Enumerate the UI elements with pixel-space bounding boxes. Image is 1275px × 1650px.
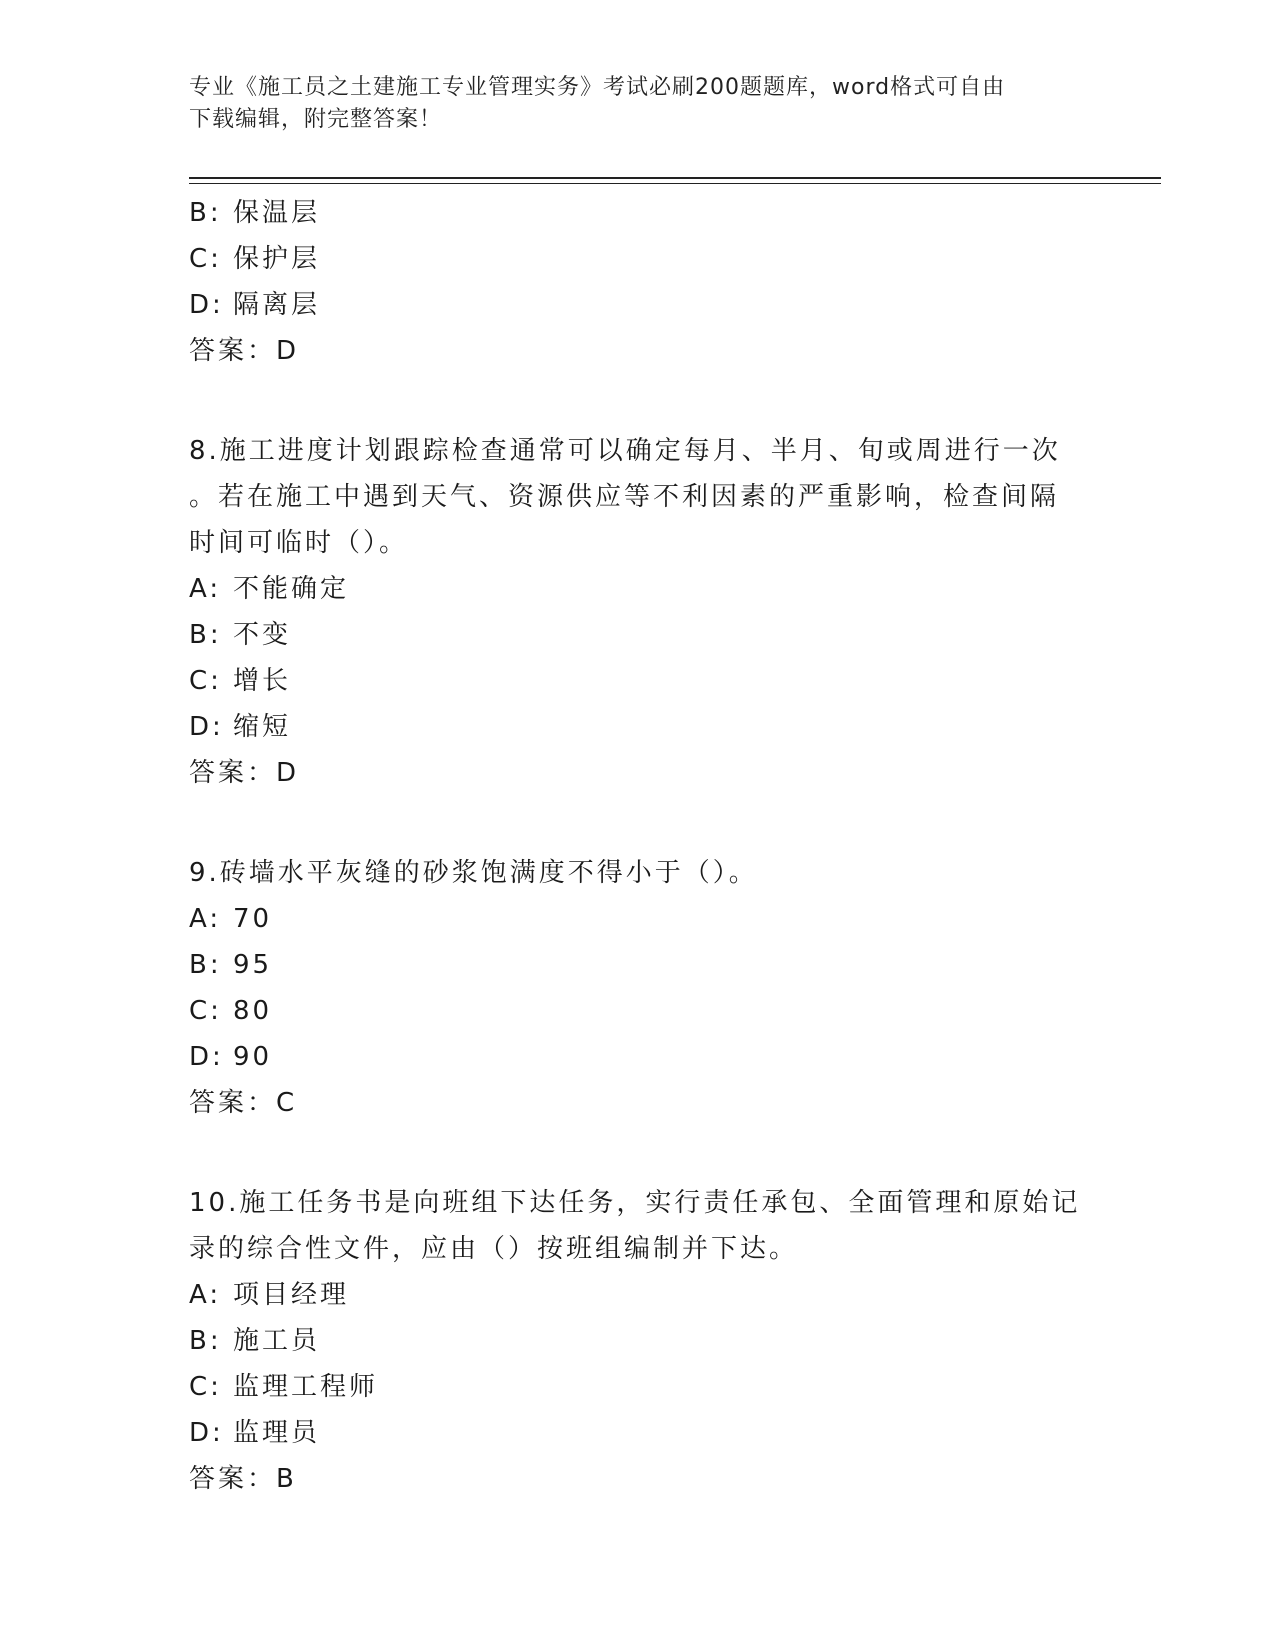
question-stem-line: 录的综合性文件，应由（）按班组编制并下达。 — [189, 1234, 799, 1264]
option-text: 90 — [233, 1042, 273, 1072]
option-text: 增长 — [233, 666, 292, 696]
option-text: 施工员 — [233, 1326, 321, 1356]
option-text: 缩短 — [233, 712, 292, 742]
option-c — [189, 658, 1089, 704]
answer-line: 答案：B — [189, 1464, 297, 1494]
option-c — [189, 236, 1089, 282]
option-key: A: — [189, 904, 222, 934]
question-10 — [189, 1180, 1089, 1502]
option-text: 保温层 — [233, 198, 321, 228]
option-c — [189, 1364, 1089, 1410]
option-key: C: — [189, 1372, 222, 1402]
option-a — [189, 566, 1089, 612]
question-stem-line: 8.施工进度计划跟踪检查通常可以确定每月、半月、旬或周进行一次 — [189, 436, 1061, 466]
answer-line: 答案：D — [189, 758, 300, 788]
option-b — [189, 190, 1089, 236]
option-text: 保护层 — [233, 244, 321, 274]
option-b — [189, 1318, 1089, 1364]
option-d — [189, 1034, 1089, 1080]
option-key: B: — [189, 1326, 222, 1356]
question-7-tail — [189, 190, 1089, 374]
document-header — [189, 72, 1089, 136]
question-stem-line: 。若在施工中遇到天气、资源供应等不利因素的严重影响，检查间隔 — [189, 482, 1060, 512]
option-text: 监理工程师 — [233, 1372, 379, 1402]
option-key: D: — [189, 290, 224, 320]
option-key: D: — [189, 1418, 224, 1448]
option-key: C: — [189, 666, 222, 696]
option-key: C: — [189, 244, 222, 274]
option-text: 70 — [233, 904, 273, 934]
option-text: 项目经理 — [233, 1280, 350, 1310]
option-key: C: — [189, 996, 222, 1026]
option-d — [189, 282, 1089, 328]
option-text: 隔离层 — [233, 290, 321, 320]
option-b — [189, 942, 1089, 988]
option-key: A: — [189, 574, 222, 604]
option-c — [189, 988, 1089, 1034]
question-stem-line: 时间可临时（）。 — [189, 528, 409, 558]
option-key: B: — [189, 950, 222, 980]
option-text: 80 — [233, 996, 273, 1026]
question-list — [189, 190, 1089, 1556]
option-text: 不能确定 — [233, 574, 350, 604]
option-key: A: — [189, 1280, 222, 1310]
option-text: 监理员 — [233, 1418, 321, 1448]
option-text: 95 — [233, 950, 273, 980]
question-8 — [189, 428, 1089, 796]
answer-line: 答案：D — [189, 336, 300, 366]
option-text: 不变 — [233, 620, 292, 650]
option-key: D: — [189, 1042, 224, 1072]
option-key: B: — [189, 620, 222, 650]
question-9 — [189, 850, 1089, 1126]
option-a — [189, 896, 1089, 942]
header-divider — [189, 183, 1161, 184]
option-d — [189, 704, 1089, 750]
header-line: 专业《施工员之土建施工专业管理实务》考试必刷200题题库，word格式可自由 — [189, 75, 1006, 100]
answer-line: 答案：C — [189, 1088, 298, 1118]
option-key: D: — [189, 712, 224, 742]
option-b — [189, 612, 1089, 658]
option-d — [189, 1410, 1089, 1456]
question-stem-line: 10.施工任务书是向班组下达任务，实行责任承包、全面管理和原始记 — [189, 1188, 1081, 1218]
header-line: 下载编辑，附完整答案！ — [189, 107, 443, 132]
option-key: B: — [189, 198, 222, 228]
header-divider — [189, 177, 1161, 179]
option-a — [189, 1272, 1089, 1318]
question-stem-line: 9.砖墙水平灰缝的砂浆饱满度不得小于（）。 — [189, 858, 758, 888]
